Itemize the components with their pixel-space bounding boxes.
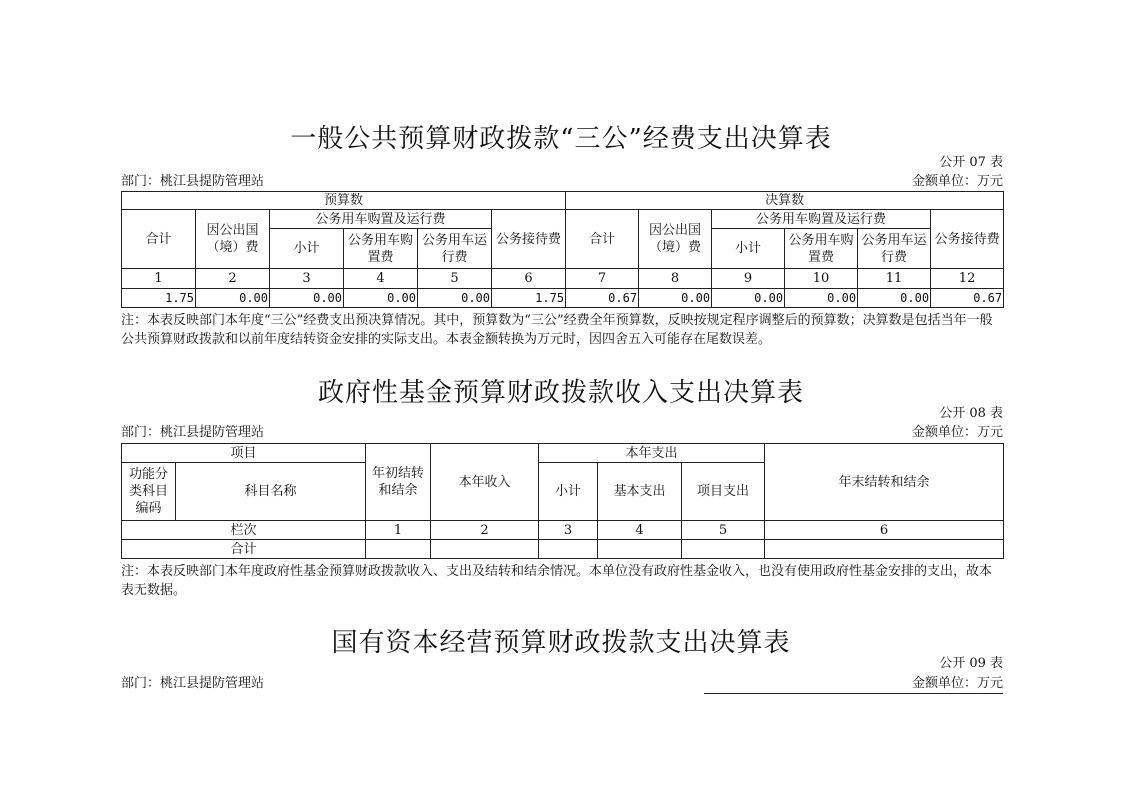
col-running: 公务用车运行费 — [858, 229, 931, 269]
col-carry-end: 年末结转和结余 — [765, 444, 1004, 521]
col-item: 项目 — [122, 444, 366, 463]
value-cell: 0.00 — [858, 289, 931, 308]
value-cell: 1.75 — [492, 289, 566, 308]
col-reception: 公务接待费 — [931, 210, 1004, 269]
value-cell: 1.75 — [122, 289, 196, 308]
table07-note: 注：本表反映部门本年度“三公”经费支出预决算情况。其中，预算数为“三公”经费全年预算数，反映按规定程序调整后的预算数；决算数是包括当年一般公共预算财政拨款和以前年度结转资金安排的实际支出。本表金额转换为万元时，因四舍五入可能存在尾数误差。 — [121, 313, 993, 347]
col-subtotal: 小计 — [539, 463, 598, 521]
table08 — [121, 443, 1004, 559]
empty-cell — [431, 540, 539, 559]
col-total: 合计 — [566, 210, 639, 269]
col-number: 7 — [566, 269, 639, 289]
table07-title: 一般公共预算财政拨款“三公”经费支出决算表 — [290, 124, 832, 154]
table07 — [121, 191, 1004, 308]
col-number: 6 — [492, 269, 566, 289]
empty-cell — [598, 540, 682, 559]
value-cell: 0.67 — [931, 289, 1004, 308]
value-cell: 0.00 — [196, 289, 270, 308]
empty-cell — [682, 540, 765, 559]
col-number: 4 — [598, 521, 682, 540]
col-basic: 基本支出 — [598, 463, 682, 521]
col-number: 2 — [431, 521, 539, 540]
col-number: 11 — [858, 269, 931, 289]
table09-title: 国有资本经营预算财政拨款支出决算表 — [331, 628, 791, 658]
col-subject-name: 科目名称 — [176, 463, 366, 521]
final-header: 决算数 — [566, 192, 1004, 210]
col-number: 10 — [785, 269, 858, 289]
table09-unit: 金额单位：万元 — [911, 676, 1003, 691]
col-number: 4 — [344, 269, 418, 289]
col-number: 5 — [418, 269, 492, 289]
col-purchase: 公务用车购置费 — [344, 229, 418, 269]
col-carry-begin: 年初结转和结余 — [366, 444, 431, 521]
col-abroad: 因公出国（境）费 — [196, 210, 270, 269]
col-number: 1 — [366, 521, 431, 540]
col-number: 2 — [196, 269, 270, 289]
table09-dept: 部门：桃江县提防管理站 — [121, 676, 265, 691]
budget-header: 预算数 — [122, 192, 566, 210]
col-number: 9 — [712, 269, 785, 289]
col-purchase: 公务用车购置费 — [785, 229, 858, 269]
col-number: 1 — [122, 269, 196, 289]
col-vehicle: 公务用车购置及运行费 — [270, 210, 492, 229]
col-total: 合计 — [122, 210, 196, 269]
table07-unit: 金额单位：万元 — [911, 174, 1003, 189]
col-number: 3 — [539, 521, 598, 540]
table08-note: 注：本表反映部门本年度政府性基金预算财政拨款收入、支出及结转和结余情况。本单位没有政府性基金收入，也没有使用政府性基金安排的支出，故本表无数据。 — [121, 564, 993, 598]
empty-cell — [765, 540, 1004, 559]
table08-code: 公开 08 表 — [939, 406, 1003, 421]
table09-code: 公开 09 表 — [939, 656, 1003, 671]
col-number: 8 — [639, 269, 712, 289]
col-subtotal: 小计 — [270, 229, 344, 269]
row-lanci: 栏次 — [122, 521, 366, 540]
value-cell: 0.00 — [785, 289, 858, 308]
col-number: 12 — [931, 269, 1004, 289]
col-expense: 本年支出 — [539, 444, 765, 463]
col-reception: 公务接待费 — [492, 210, 566, 269]
col-func-code: 功能分类科目编码 — [122, 463, 176, 521]
col-project: 项目支出 — [682, 463, 765, 521]
value-cell: 0.00 — [639, 289, 712, 308]
table08-dept: 部门：桃江县提防管理站 — [121, 425, 265, 440]
value-cell: 0.67 — [566, 289, 639, 308]
col-running: 公务用车运行费 — [418, 229, 492, 269]
col-number: 5 — [682, 521, 765, 540]
value-cell: 0.00 — [712, 289, 785, 308]
col-income: 本年收入 — [431, 444, 539, 521]
row-total: 合计 — [122, 540, 366, 559]
col-vehicle: 公务用车购置及运行费 — [712, 210, 931, 229]
col-abroad: 因公出国（境）费 — [639, 210, 712, 269]
col-number: 3 — [270, 269, 344, 289]
empty-cell — [539, 540, 598, 559]
table08-unit: 金额单位：万元 — [911, 425, 1003, 440]
value-cell: 0.00 — [344, 289, 418, 308]
table09-top-rule — [704, 693, 1003, 694]
value-cell: 0.00 — [270, 289, 344, 308]
value-cell: 0.00 — [418, 289, 492, 308]
col-subtotal: 小计 — [712, 229, 785, 269]
table07-code: 公开 07 表 — [939, 155, 1003, 170]
table07-dept: 部门：桃江县提防管理站 — [121, 174, 265, 189]
col-number: 6 — [765, 521, 1004, 540]
table08-title: 政府性基金预算财政拨款收入支出决算表 — [317, 378, 804, 408]
empty-cell — [366, 540, 431, 559]
